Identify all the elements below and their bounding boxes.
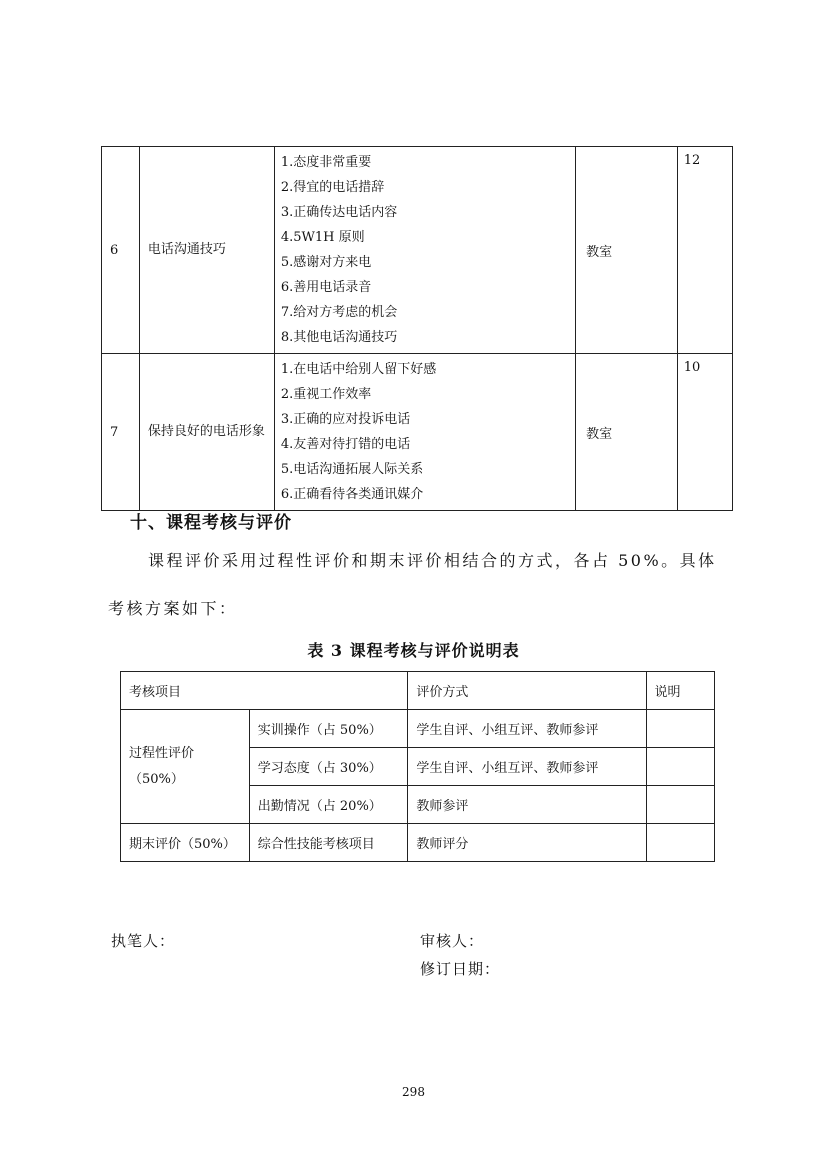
list-item: 3.正确的应对投诉电话 [280, 412, 411, 427]
eval-method: 学生自评、小组互评、教师参评 [408, 748, 646, 786]
list-item: 7.给对方考虑的机会 [280, 305, 398, 320]
header-method: 评价方式 [408, 672, 646, 710]
paragraph-line: 考核方案如下： [108, 599, 238, 618]
row-place: 教室 [576, 354, 678, 511]
eval-note [646, 786, 714, 824]
reviewer-label: 审核人： [420, 932, 485, 950]
process-eval-label: 过程性评价 [129, 745, 195, 761]
table-caption: 表 3 课程考核与评价说明表 [307, 641, 520, 660]
evaluation-table [120, 671, 715, 862]
eval-item: 出勤情况（占 20%） [249, 786, 408, 824]
list-item: 1.态度非常重要 [280, 155, 372, 170]
row-content-list [274, 147, 575, 354]
row-hours: 12 [677, 147, 732, 354]
row-number: 6 [102, 147, 140, 354]
eval-method: 学生自评、小组互评、教师参评 [408, 710, 646, 748]
row-hours: 10 [677, 354, 732, 511]
row-topic: 保持良好的电话形象 [139, 354, 274, 511]
row-place: 教室 [576, 147, 678, 354]
eval-item: 实训操作（占 50%） [249, 710, 408, 748]
list-item: 5.电话沟通拓展人际关系 [280, 462, 424, 477]
table-row [102, 147, 733, 354]
writer-label: 执笔人： [111, 932, 176, 950]
page-number: 298 [402, 1085, 425, 1099]
table-row [121, 710, 715, 748]
table-row [102, 354, 733, 511]
eval-note [646, 748, 714, 786]
list-item: 2.重视工作效率 [280, 387, 372, 402]
header-item: 考核项目 [121, 672, 408, 710]
row-topic: 电话沟通技巧 [139, 147, 274, 354]
revision-date-label: 修订日期： [420, 960, 501, 978]
process-eval-cell [121, 710, 250, 824]
list-item: 4.友善对待打错的电话 [280, 437, 411, 452]
list-item: 5.感谢对方来电 [280, 255, 372, 270]
eval-item: 学习态度（占 30%） [249, 748, 408, 786]
table-row [121, 824, 715, 862]
list-item: 8.其他电话沟通技巧 [280, 330, 398, 345]
eval-method: 教师参评 [408, 786, 646, 824]
row-content-list [274, 354, 575, 511]
list-item: 6.正确看待各类通讯媒介 [280, 487, 424, 502]
eval-item: 综合性技能考核项目 [249, 824, 408, 862]
paragraph-line: 课程评价采用过程性评价和期末评价相结合的方式，各占 50%。具体 [148, 551, 717, 570]
list-item: 6.善用电话录音 [280, 280, 372, 295]
eval-note [646, 710, 714, 748]
eval-method: 教师评分 [408, 824, 646, 862]
final-eval-label: 期末评价（50%） [121, 824, 250, 862]
course-schedule-table [101, 146, 733, 511]
table-header-row [121, 672, 715, 710]
header-note: 说明 [646, 672, 714, 710]
process-eval-percent: （50%） [129, 771, 184, 787]
eval-note [646, 824, 714, 862]
list-item: 2.得宜的电话措辞 [280, 180, 385, 195]
list-item: 1.在电话中给别人留下好感 [280, 362, 437, 377]
row-number: 7 [102, 354, 140, 511]
section-title: 十、课程考核与评价 [130, 513, 292, 533]
list-item: 4.5W1H 原则 [280, 230, 365, 245]
list-item: 3.正确传达电话内容 [280, 205, 398, 220]
